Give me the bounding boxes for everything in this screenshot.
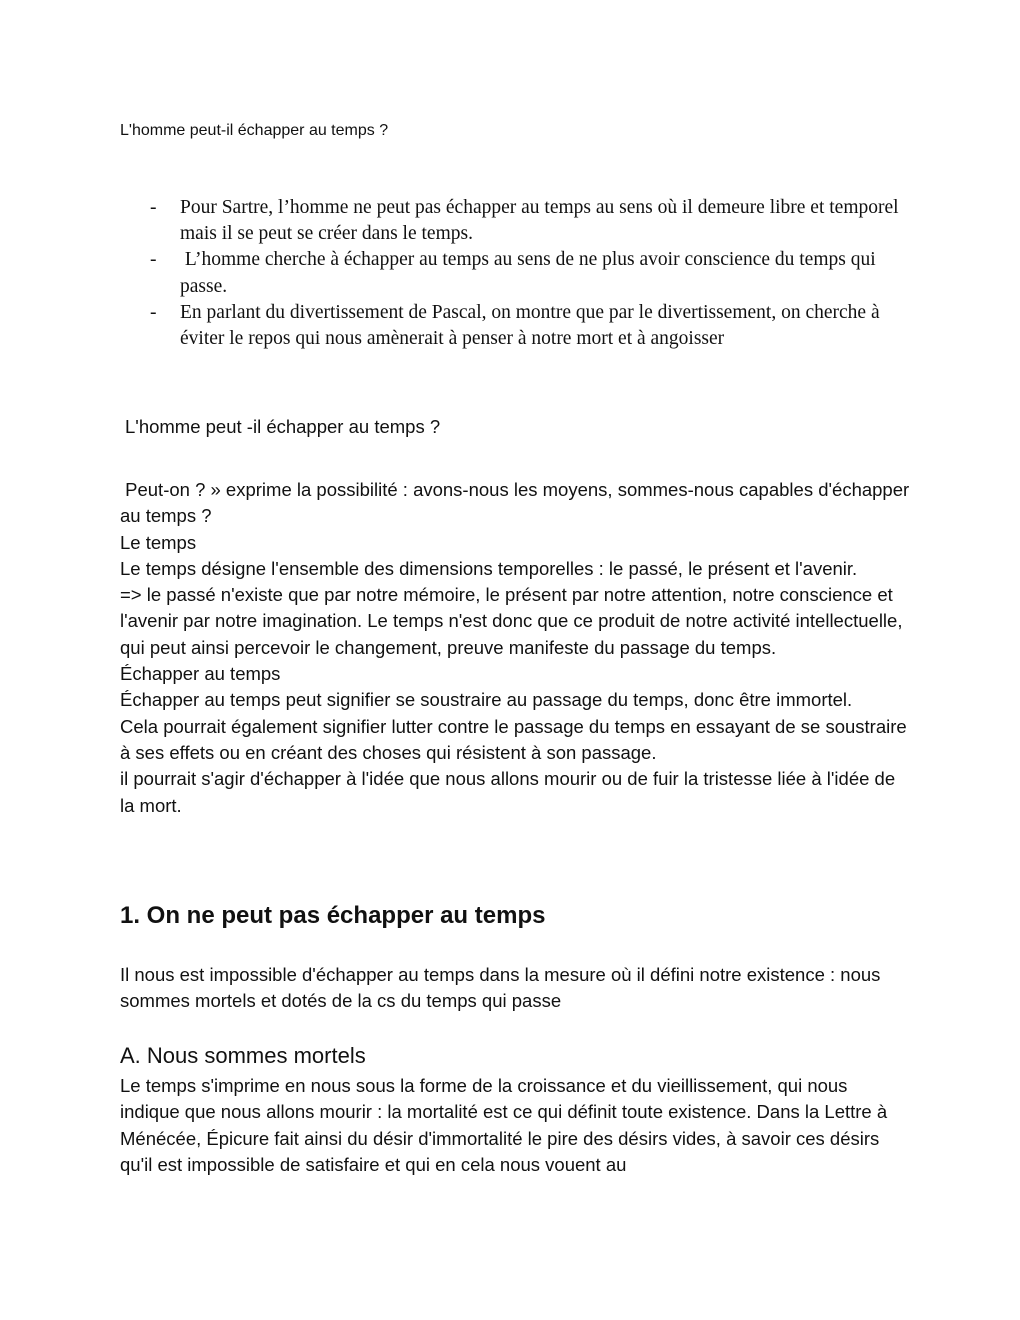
document-title: L'homme peut-il échapper au temps ?	[120, 122, 389, 139]
bullet-item	[150, 195, 910, 247]
bullet-item	[150, 300, 910, 352]
bullet-text: En parlant du divertissement de Pascal, on montre que par le divertissement, on cherche à éviter le repos qui nous amènerait à penser à notre mort et à angoisser	[180, 301, 880, 350]
body-line: Échapper au temps	[120, 663, 281, 685]
body-line: Peut-on ? » exprime la possibilité : avons-nous les moyens, sommes-nous capables d'échapper au temps ?	[120, 479, 915, 527]
introduction-body	[120, 477, 915, 819]
bullet-dash: -	[150, 301, 157, 323]
subsection-heading: A. Nous sommes mortels	[120, 1043, 366, 1068]
bullet-text: L’homme cherche à échapper au temps au sens de ne plus avoir conscience du temps qui passe.	[180, 249, 881, 297]
section-heading: 1. On ne peut pas échapper au temps	[120, 902, 546, 929]
body-line: Échapper au temps peut signifier se soustraire au passage du temps, donc être immortel.	[120, 689, 853, 711]
body-line: Le temps désigne l'ensemble des dimensions temporelles : le passé, le présent et l'avenir.	[120, 557, 858, 579]
bullet-item	[150, 247, 910, 299]
body-line: => le passé n'existe que par notre mémoire, le présent par notre attention, notre conscience et l'avenir par notre imagination. Le temps n'est donc que ce produit de notre activité intellectuelle, qui peut ainsi percevoir le changement, preuve manifeste du passage du temps.	[120, 584, 903, 658]
repeated-title: L'homme peut -il échapper au temps ?	[125, 416, 441, 437]
body-line: il pourrait s'agir d'échapper à l'idée que nous allons mourir ou de fuir la tristesse liée à l'idée de la mort.	[120, 768, 896, 816]
bullet-dash: -	[150, 197, 157, 218]
body-line: Cela pourrait également signifier lutter contre le passage du temps en essayant de se soustraire à ses effets ou en créant des choses qui résistent à son passage.	[120, 715, 907, 763]
bullet-text: Pour Sartre, l’homme ne peut pas échapper au temps au sens où il demeure libre et temporel mais il se peut se créer dans le temps.	[180, 197, 899, 245]
bullet-list	[150, 195, 910, 352]
body-line: Le temps	[120, 531, 197, 553]
bullet-dash: -	[150, 249, 157, 271]
section-intro: Il nous est impossible d'échapper au temps dans la mesure où il défini notre existence : nous sommes mortels et dotés de la cs du temps qui passe	[120, 964, 881, 1012]
subsection-paragraph: Le temps s'imprime en nous sous la forme de la croissance et du vieillissement, qui nous indique que nous allons mourir : la mortalité est ce qui définit toute existence. Dans la Lettre à Ménécée, Épicure fait ainsi du désir d'immortalité le pire des désirs vides, à savoir ces désirs qu'il est impossible de satisfaire et qui en cela nous vouent au	[120, 1075, 888, 1175]
